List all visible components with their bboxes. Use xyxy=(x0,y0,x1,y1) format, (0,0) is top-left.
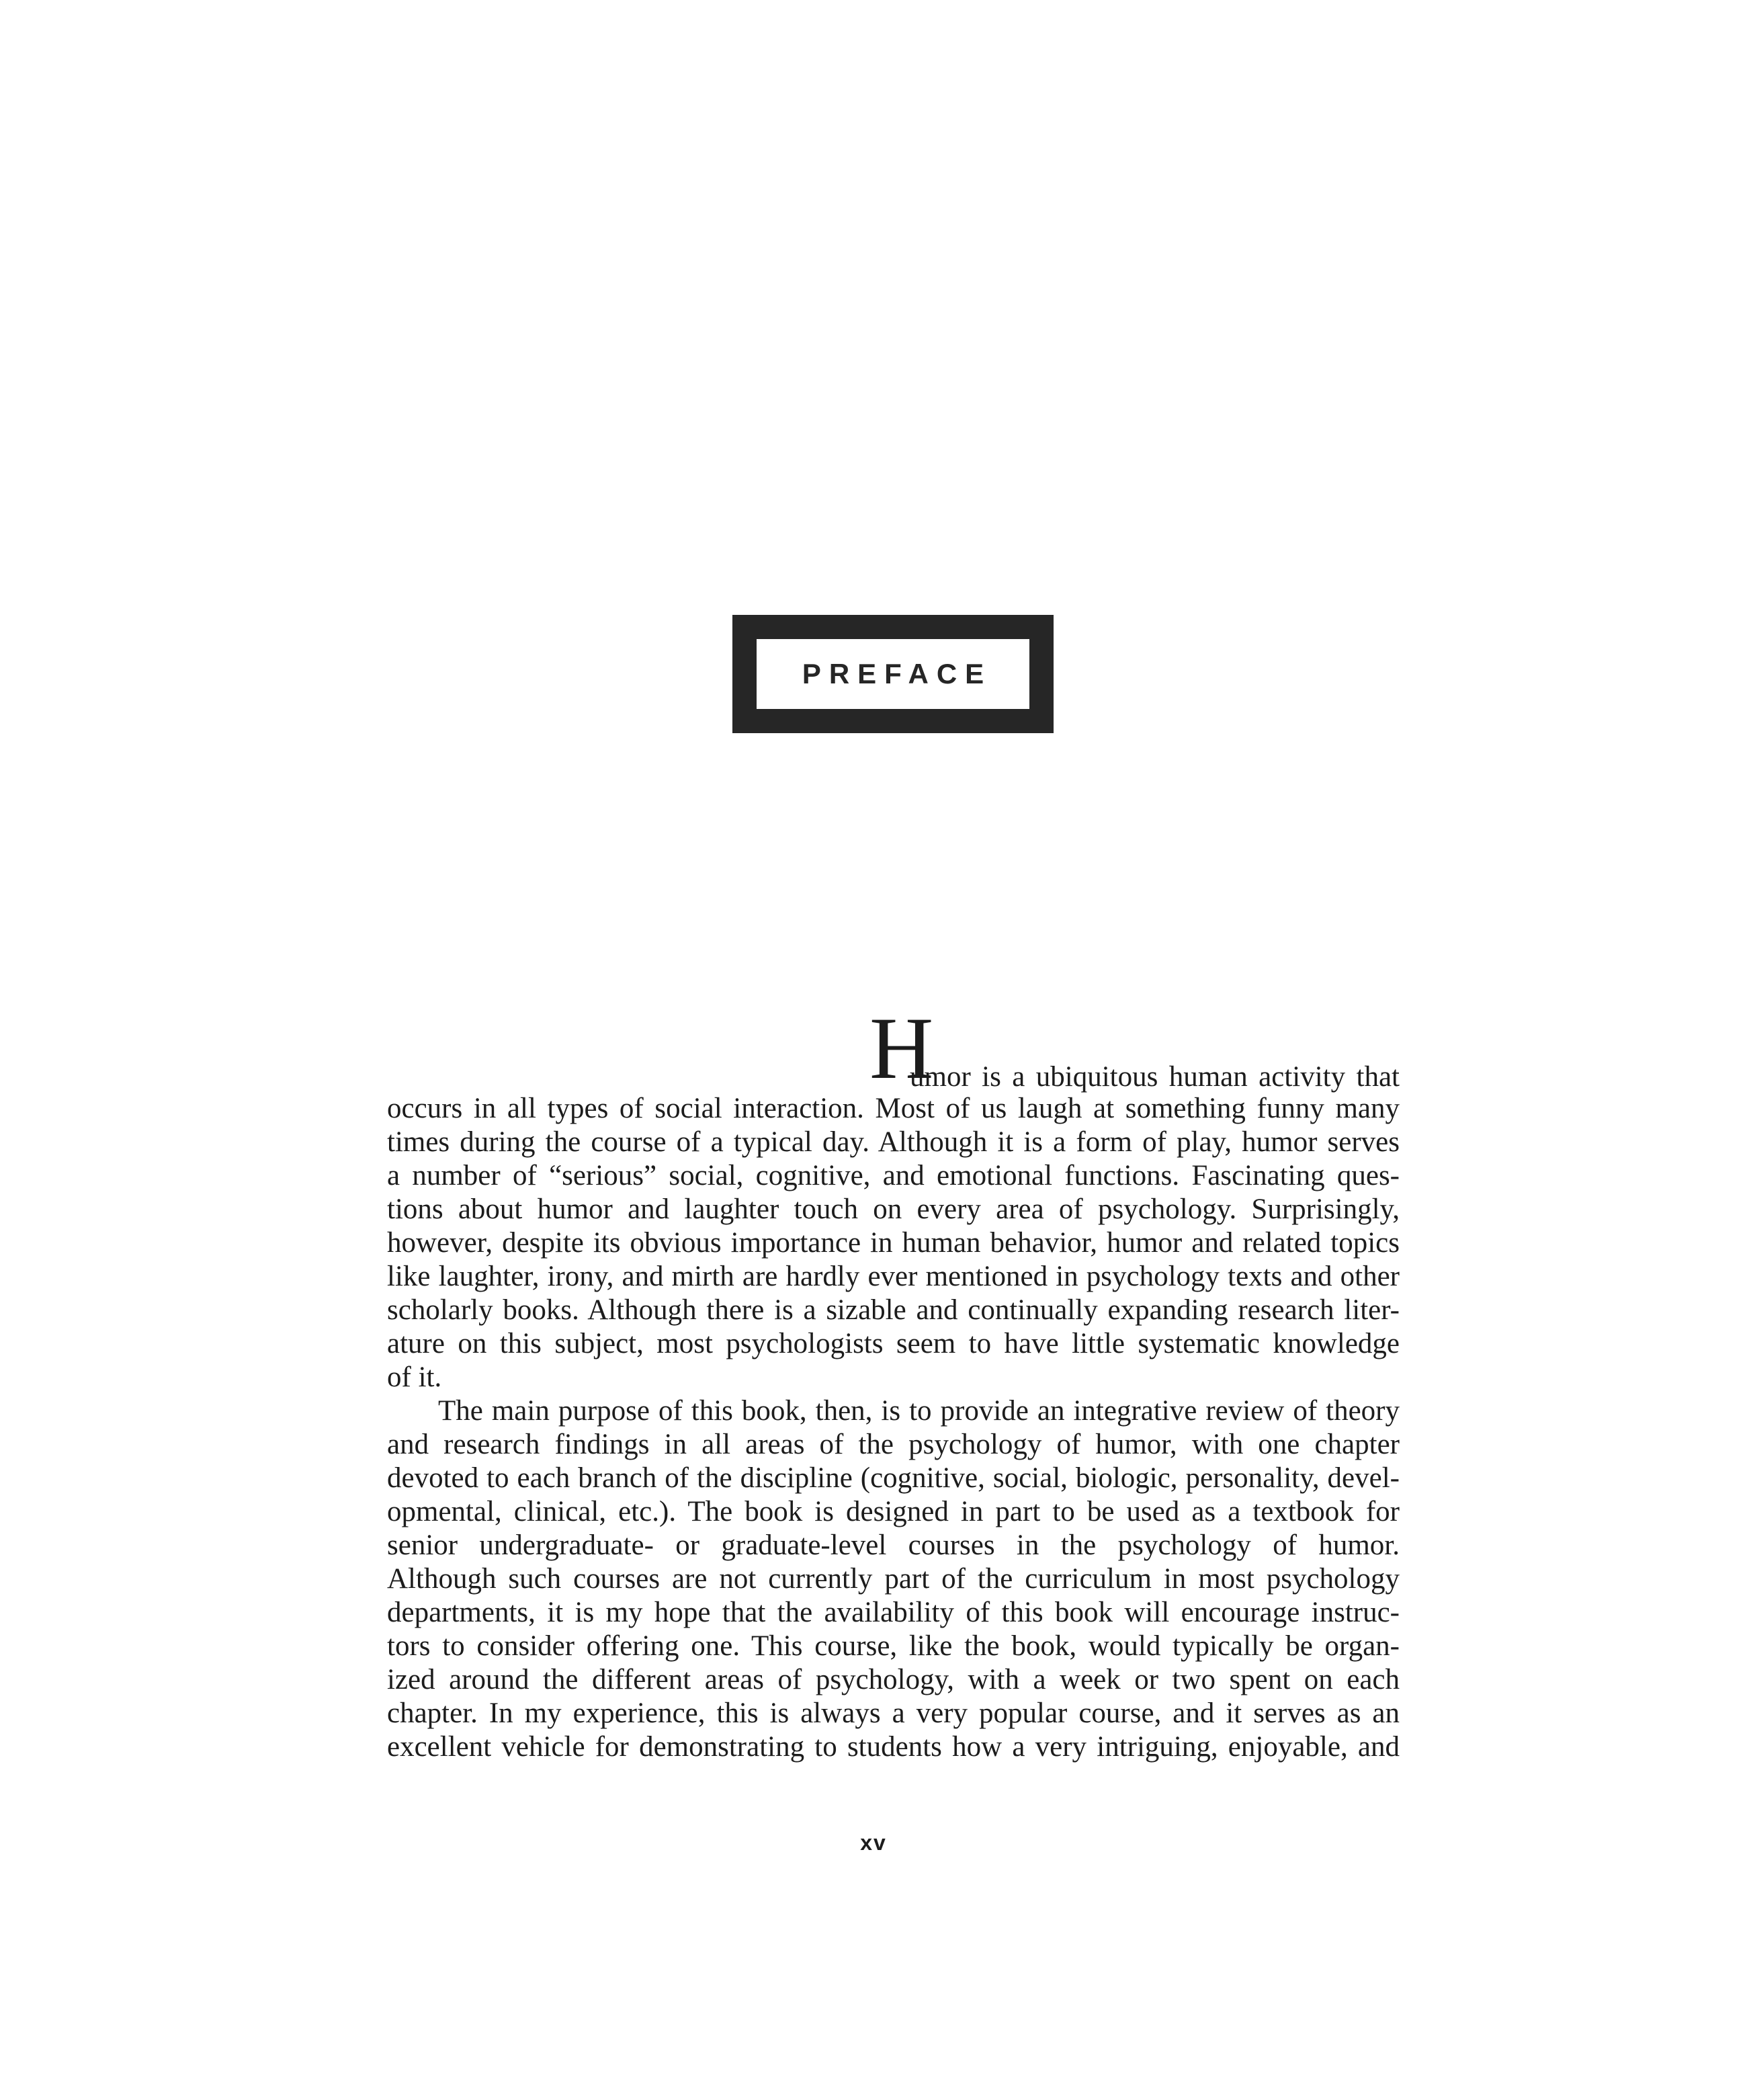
text-line: ized around the different areas of psychology, with a week or two spent on each xyxy=(387,1664,1400,1695)
page-number: xv xyxy=(860,1831,887,1855)
text-line: tors to consider offering one. This course, like the book, would typically be organ- xyxy=(387,1630,1400,1662)
body-text xyxy=(387,999,1400,1764)
chapter-title: PREFACE xyxy=(802,658,992,689)
text-line: a number of “serious” social, cognitive, and emotional functions. Fascinating ques- xyxy=(387,1160,1400,1191)
text-line: excellent vehicle for demonstrating to students how a very intriguing, enjoyable, and xyxy=(387,1731,1400,1763)
chapter-heading-frame xyxy=(757,639,1029,709)
drop-cap: H xyxy=(869,999,934,1097)
opening-line: umor is a ubiquitous human activity that xyxy=(910,1061,1400,1093)
paragraph-1 xyxy=(387,1092,1400,1394)
text-line: departments, it is my hope that the availability of this book will encourage instruc- xyxy=(387,1597,1400,1628)
text-line: ature on this subject, most psychologists seem to have little systematic knowledge xyxy=(387,1328,1400,1359)
text-line: and research findings in all areas of the psychology of humor, with one chapter xyxy=(387,1429,1400,1460)
paragraph-2 xyxy=(387,1394,1400,1764)
text-line: chapter. In my experience, this is always a very popular course, and it serves as an xyxy=(387,1697,1400,1729)
text-line: The main purpose of this book, then, is to provide an integrative review of theory xyxy=(438,1395,1400,1427)
text-line: however, despite its obvious importance in human behavior, humor and related topics xyxy=(387,1227,1400,1259)
text-line: of it. xyxy=(387,1361,442,1393)
text-line: occurs in all types of social interaction. Most of us laugh at something funny many xyxy=(387,1093,1400,1124)
chapter-heading-box xyxy=(732,615,1054,733)
text-line: opmental, clinical, etc.). The book is designed in part to be used as a textbook for xyxy=(387,1496,1400,1527)
text-line: senior undergraduate- or graduate-level courses in the psychology of humor. xyxy=(387,1529,1400,1561)
opening-line-block xyxy=(387,999,1400,1097)
text-line: devoted to each branch of the discipline (cognitive, social, biologic, personality, devel- xyxy=(387,1462,1400,1494)
text-line: scholarly books. Although there is a sizable and continually expanding research liter- xyxy=(387,1294,1400,1326)
text-line: times during the course of a typical day. Although it is a form of play, humor serves xyxy=(387,1126,1400,1158)
text-line: tions about humor and laughter touch on every area of psychology. Surprisingly, xyxy=(387,1193,1400,1225)
text-line: Although such courses are not currently part of the curriculum in most psychology xyxy=(387,1563,1400,1595)
text-line: like laughter, irony, and mirth are hardly ever mentioned in psychology texts and other xyxy=(387,1261,1400,1292)
